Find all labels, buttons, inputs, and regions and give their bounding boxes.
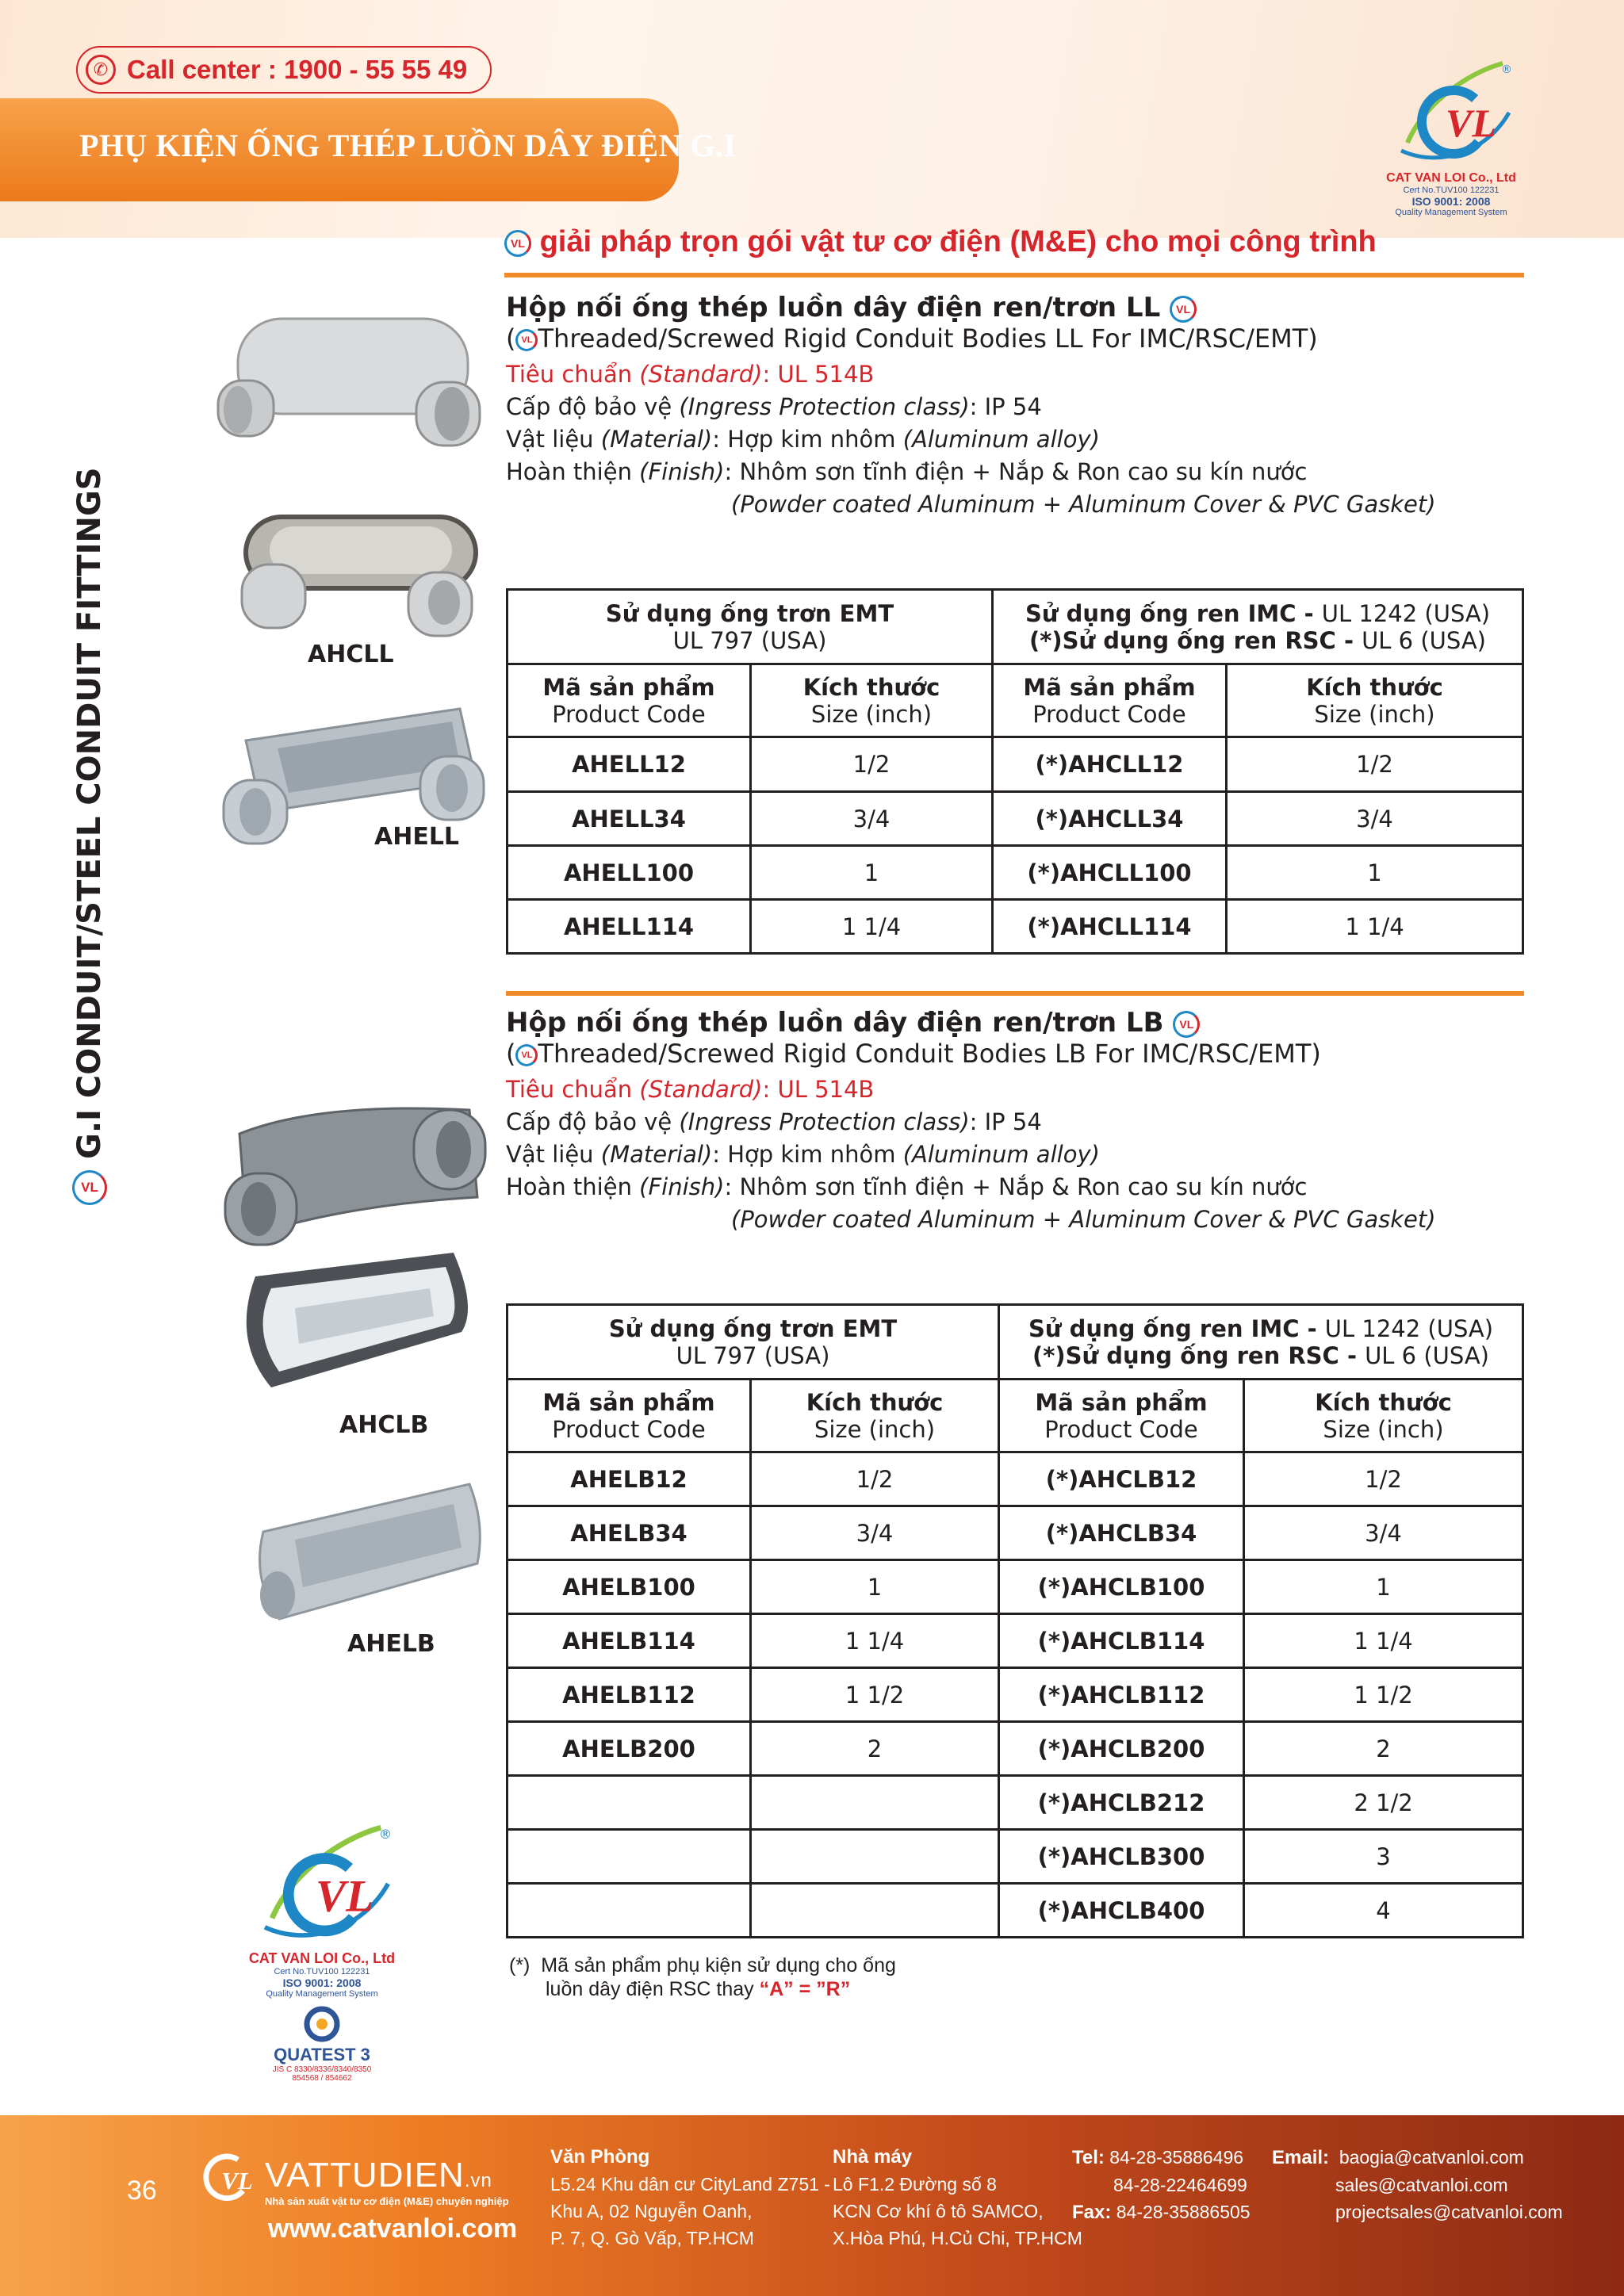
- section-lb-description: [506, 1007, 1537, 1236]
- material-line: Vật liệu (Material): Hợp kim nhôm (Aluminum alloy): [506, 426, 1100, 453]
- email-link[interactable]: sales@catvanloi.com: [1335, 2175, 1508, 2195]
- product-label: AHCLB: [339, 1411, 429, 1439]
- table-row: (*)AHCLB300 3: [508, 1830, 1523, 1884]
- product-label: AHELB: [347, 1630, 435, 1658]
- table-row: AHELL100 1 (*)AHCLL100 1: [508, 846, 1523, 900]
- section-ll-specs: [506, 358, 1537, 521]
- section-lb-subtitle: ( VL Threaded/Screwed Rigid Conduit Bodies LB For IMC/RSC/EMT): [506, 1039, 1321, 1069]
- section-lb-title: Hộp nối ống thép luồn dây điện ren/trơn LB VL: [506, 1007, 1537, 1039]
- finish-line: Hoàn thiện (Finish): Nhôm sơn tĩnh điện + Nắp & Ron cao su kín nước: [506, 1173, 1308, 1200]
- product-image-ahclb: [224, 1245, 477, 1403]
- tagline-text: giải pháp trọn gói vật tư cơ điện (M&E) cho mọi công trình: [539, 225, 1377, 258]
- footnote: (*) Mã sản phẩm phụ kiện sử dụng cho ống luồn dây điện RSC thay “A” = ”R”: [509, 1954, 896, 2000]
- column-header-code: Mã sản phẩm Product Code: [999, 1380, 1244, 1452]
- product-label: AHCLL: [308, 641, 394, 668]
- brand-name: VATTUDIEN: [265, 2156, 465, 2195]
- table-row: AHELL114 1 1/4 (*)AHCLL114 1 1/4: [508, 900, 1523, 954]
- svg-text:VL: VL: [316, 1871, 373, 1922]
- section-ll-title: Hộp nối ống thép luồn dây điện ren/trơn LL VL: [506, 292, 1537, 323]
- product-image-ahclb-top: [224, 1086, 485, 1261]
- quatest-badge: QUATEST 3 JIS C 8330/8336/8340/8350 854568 / 854662: [235, 2007, 409, 2083]
- email-link[interactable]: projectsales@catvanloi.com: [1335, 2202, 1563, 2222]
- phone-icon: ✆: [86, 55, 116, 85]
- section-ll-subtitle: ( VL Threaded/Screwed Rigid Conduit Bodies LL For IMC/RSC/EMT): [506, 323, 1318, 354]
- product-table-ll: [506, 588, 1524, 955]
- product-table-lb: [506, 1303, 1524, 1938]
- table-row: AHELL12 1/2 (*)AHCLL12 1/2: [508, 737, 1523, 792]
- cvl-mini-icon: VL: [504, 230, 531, 257]
- section-lb-specs: [506, 1073, 1537, 1236]
- ip-line: Cấp độ bảo vệ (Ingress Protection class): IP 54: [506, 393, 1042, 420]
- page-number: 36: [127, 2175, 157, 2206]
- footer-brand: VL VATTUDIEN.vn Nhà sản xuất vật tư cơ điện (M&E) chuyên nghiệp www.catvanloi.com: [193, 2144, 542, 2244]
- table-row: AHELB200 2 (*)AHCLB200 2: [508, 1722, 1523, 1776]
- company-name: CAT VAN LOI Co., Ltd: [1386, 171, 1516, 185]
- email-link[interactable]: baogia@catvanloi.com: [1339, 2147, 1524, 2168]
- side-title-text: G.I CONDUIT/STEEL CONDUIT FITTINGS: [71, 467, 108, 1159]
- cvl-mini-icon: VL: [1170, 296, 1197, 323]
- page-title: PHỤ KIỆN ỐNG THÉP LUỒN DÂY ĐIỆN G.I: [79, 128, 737, 163]
- table-header-imc: Sử dụng ống ren IMC - UL 1242 (USA) (*)Sử dụng ống ren RSC - UL 6 (USA): [993, 590, 1523, 664]
- cvl-logo-icon: [251, 1820, 393, 1947]
- tagline: [504, 225, 1377, 259]
- finish-line-en: (Powder coated Aluminum + Aluminum Cover & PVC Gasket): [731, 1206, 1436, 1233]
- company-name: CAT VAN LOI Co., Ltd: [248, 1950, 396, 1966]
- cvl-mini-icon: VL: [515, 329, 538, 351]
- table-row: (*)AHCLB212 2 1/2: [508, 1776, 1523, 1830]
- table-header-emt: Sử dụng ống trơn EMT UL 797 (USA): [508, 590, 993, 664]
- footer-factory: Nhà máy Lô F1.2 Đường số 8 KCN Cơ khí ô tô SAMCO, X.Hòa Phú, H.Củ Chi, TP.HCM: [833, 2146, 1082, 2248]
- cvl-side-icon: VL: [72, 1170, 107, 1205]
- table-row: AHELB12 1/2 (*)AHCLB12 1/2: [508, 1452, 1523, 1506]
- table-row: AHELB114 1 1/4 (*)AHCLB114 1 1/4: [508, 1614, 1523, 1668]
- iso-standard: ISO 9001: 2008: [282, 1976, 362, 1989]
- ip-line: Cấp độ bảo vệ (Ingress Protection class): IP 54: [506, 1108, 1042, 1135]
- svg-text:®: ®: [1501, 63, 1512, 76]
- standard-line: Tiêu chuẩn (Standard): UL 514B: [506, 1076, 875, 1103]
- column-header-size: Kích thước Size (inch): [751, 1380, 999, 1452]
- svg-text:VL: VL: [221, 2168, 253, 2195]
- cert-number: Cert No.TUV100 122231: [1403, 186, 1500, 195]
- standard-line: Tiêu chuẩn (Standard): UL 514B: [506, 361, 875, 388]
- iso-standard: ISO 9001: 2008: [1411, 195, 1491, 208]
- footer-email: Email: baogia@catvanloi.com sales@catvanloi.com projectsales@catvanloi.com: [1272, 2144, 1563, 2225]
- cvl-mini-icon: VL: [1173, 1011, 1200, 1038]
- quatest-icon: [302, 2007, 342, 2042]
- product-image-ahelb: [247, 1476, 485, 1635]
- call-center-text: Call center : 1900 - 55 55 49: [127, 55, 468, 84]
- column-header-size: Kích thước Size (inch): [1244, 1380, 1523, 1452]
- column-header-size: Kích thước Size (inch): [1227, 664, 1523, 737]
- table-row: AHELB112 1 1/2 (*)AHCLB112 1 1/2: [508, 1668, 1523, 1722]
- table-header-imc: Sử dụng ống ren IMC - UL 1242 (USA) (*)Sử dụng ống ren RSC - UL 6 (USA): [999, 1305, 1523, 1380]
- call-center-badge[interactable]: [76, 46, 492, 94]
- table-row: AHELB100 1 (*)AHCLB100 1: [508, 1560, 1523, 1614]
- svg-text:VL: VL: [1446, 101, 1496, 145]
- finish-line-en: (Powder coated Aluminum + Aluminum Cover & PVC Gasket): [731, 491, 1436, 518]
- material-line: Vật liệu (Material): Hợp kim nhôm (Aluminum alloy): [506, 1141, 1100, 1168]
- product-image-ahcll: [238, 485, 484, 644]
- cvl-logo-icon: [193, 2144, 265, 2207]
- company-logo: [1372, 57, 1530, 217]
- table-row: AHELB34 3/4 (*)AHCLB34 3/4: [508, 1506, 1523, 1560]
- divider: [506, 991, 1524, 996]
- section-ll-description: [506, 292, 1537, 521]
- footer-phone: Tel: 84-28-35886496 84-28-22464699 Fax: 84-28-35886505: [1072, 2147, 1251, 2223]
- cvl-mini-icon: VL: [515, 1044, 538, 1066]
- footer-office: Văn Phòng L5.24 Khu dân cư CityLand Z751 - Khu A, 02 Nguyễn Oanh, P. 7, Q. Gò Vấp, TP.HCM: [550, 2146, 830, 2248]
- website-link[interactable]: www.catvanloi.com: [268, 2214, 518, 2244]
- finish-line: Hoàn thiện (Finish): Nhôm sơn tĩnh điện + Nắp & Ron cao su kín nước: [506, 458, 1308, 485]
- brand-tagline: Nhà sản xuất vật tư cơ điện (M&E) chuyên nghiệp: [265, 2195, 509, 2207]
- qms-label: Quality Management System: [1395, 208, 1507, 217]
- column-header-code: Mã sản phẩm Product Code: [508, 1380, 751, 1452]
- column-header-code: Mã sản phẩm Product Code: [508, 664, 751, 737]
- cert-number: Cert No.TUV100 122231: [274, 1967, 370, 1976]
- cvl-logo-icon: [1392, 57, 1511, 168]
- table-row: AHELL34 3/4 (*)AHCLL34 3/4: [508, 792, 1523, 846]
- table-row: (*)AHCLB400 4: [508, 1884, 1523, 1938]
- divider: [504, 273, 1524, 277]
- svg-text:®: ®: [379, 1826, 392, 1842]
- column-header-code: Mã sản phẩm Product Code: [993, 664, 1227, 737]
- product-image-ahcll-top: [214, 295, 484, 469]
- company-logo-bottom: [235, 1820, 409, 2083]
- column-header-size: Kích thước Size (inch): [751, 664, 993, 737]
- qms-label: Quality Management System: [266, 1989, 378, 1999]
- product-label: AHELL: [374, 823, 460, 851]
- table-header-emt: Sử dụng ống trơn EMT UL 797 (USA): [508, 1305, 999, 1380]
